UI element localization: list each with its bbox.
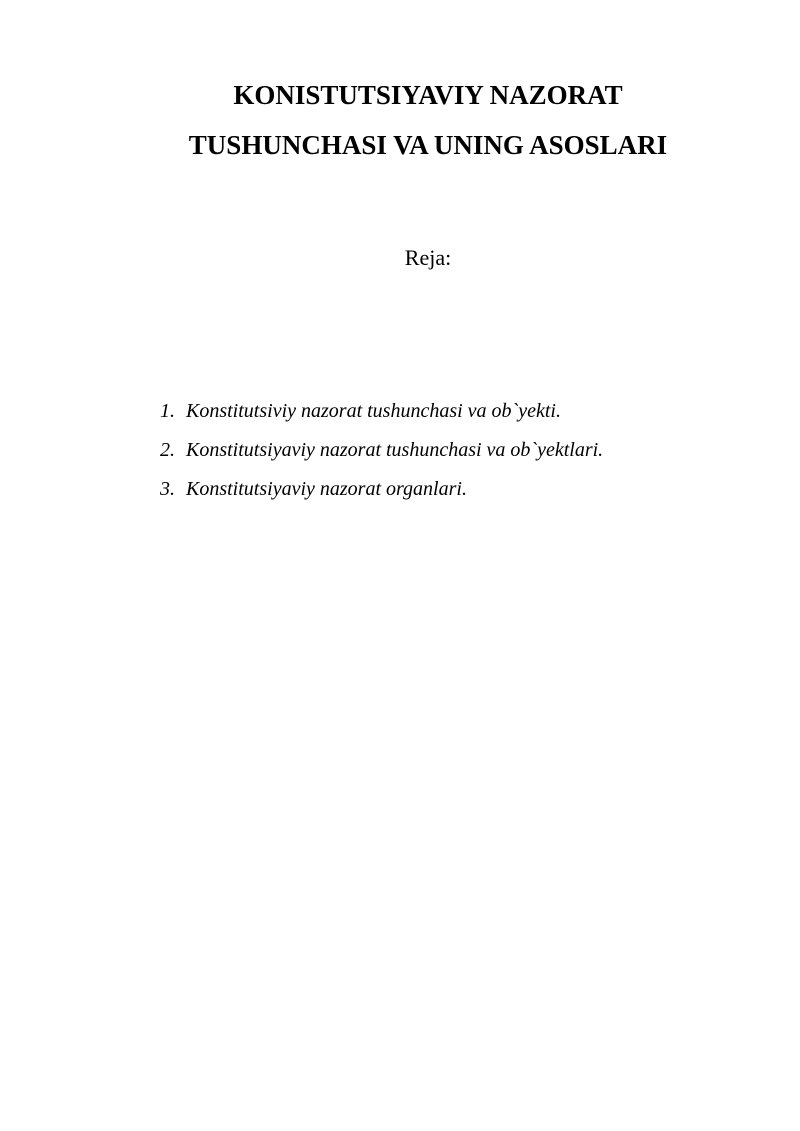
plan-item-number: 1. [160, 400, 175, 422]
plan-item-text: Konstitutsiyaviy nazorat organlari. [186, 478, 467, 500]
plan-item [160, 437, 603, 463]
plan-heading: Reja: [404, 245, 452, 270]
plan-item-text: Konstitutsiviy nazorat tushunchasi va ob`yekti. [186, 400, 561, 422]
plan-item-number: 2. [160, 439, 175, 461]
plan-item [160, 476, 603, 502]
plan-list [160, 398, 603, 515]
plan-item-number: 3. [160, 478, 175, 500]
document-title-line-1: KONISTUTSIYAVIY NAZORAT [233, 80, 623, 110]
plan-item [160, 398, 603, 424]
document-title-line-2: TUSHUNCHASI VA UNING ASOSLARI [188, 130, 668, 160]
plan-item-text: Konstitutsiyaviy nazorat tushunchasi va ob`yektlari. [186, 439, 604, 461]
